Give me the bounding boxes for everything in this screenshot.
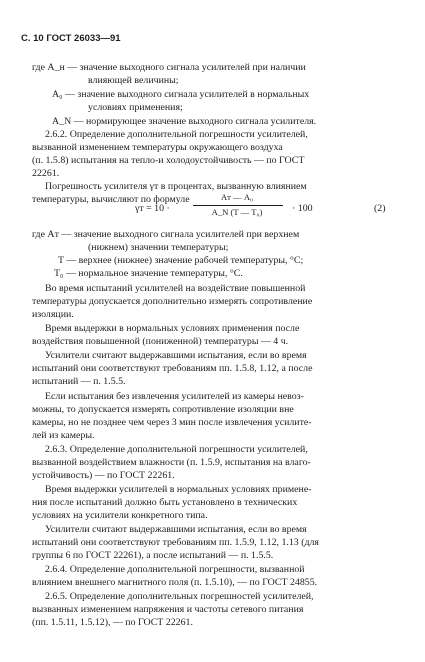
definition-line: (нижнем) значении температуры; xyxy=(88,242,229,253)
paragraph-line: испытаний — п. 1.5.5. xyxy=(32,376,126,387)
fraction-bar xyxy=(193,205,283,206)
paragraph-line: можны, то допускается измерять сопротивление изоляции вне xyxy=(32,404,294,415)
paragraph-line: Время выдержки в нормальных условиях применения после xyxy=(45,323,300,334)
paragraph-line: Погрешность усилителя γт в процентах, вызванную влиянием xyxy=(45,181,307,192)
formula-denominator: A_N (T — T₀) xyxy=(211,207,263,217)
paragraph-line: Усилители считают выдержавшими испытания, если во время xyxy=(45,524,307,535)
paragraph-line: 22261. xyxy=(32,168,60,179)
definition-line: T — верхнее (нижнее) значение рабочей температуры, °C; xyxy=(58,255,304,266)
definition-line: A_N — нормирующее значение выходного сигнала усилителя. xyxy=(52,116,317,127)
paragraph-line: 2.6.2. Определение дополнительной погрешности усилителей, xyxy=(45,129,308,140)
paragraph-line: воздействия повышенной (пониженной) температуры — 4 ч. xyxy=(32,336,289,347)
definition-line: T₀ — нормальное значение температуры, °C. xyxy=(54,268,243,279)
paragraph-line: условиях на усилители конкретного типа. xyxy=(32,510,208,521)
definition-line: влияющей величины; xyxy=(88,75,179,86)
paragraph-line: 2.6.5. Определение дополнительных погрешностей усилителей, xyxy=(45,591,314,602)
paragraph-line: камеры, но не позднее чем через 3 мин после извлечения усилите- xyxy=(32,417,312,428)
paragraph-line: 2.6.3. Определение дополнительной погрешности усилителей, xyxy=(45,444,308,455)
page-header: С. 10 ГОСТ 26033—91 xyxy=(21,33,121,44)
paragraph-line: изоляции. xyxy=(32,309,74,320)
paragraph-line: вызванных изменением напряжения и частоты сетевого питания xyxy=(32,604,304,615)
paragraph-line: группы 6 по ГОСТ 22261), а после испытаний — п. 1.5.5. xyxy=(32,550,274,561)
definition-line: где Aт — значение выходного сигнала усилителей при верхнем xyxy=(32,229,300,240)
paragraph-line: лей из камеры. xyxy=(32,430,95,441)
paragraph-line: (п. 1.5.8) испытания на тепло-и холодоустойчивость — по ГОСТ xyxy=(32,155,305,166)
paragraph-line: температуры допускается дополнительно измерять сопротивление xyxy=(32,296,313,307)
paragraph-line: вызванной воздействием влажности (п. 1.5.9, испытания на влаго- xyxy=(32,457,311,468)
paragraph-line: 2.6.4. Определение дополнительной погрешности, вызванной xyxy=(45,564,305,575)
paragraph-line: Если испытания без извлечения усилителей из камеры невоз- xyxy=(45,391,304,402)
formula-number: (2) xyxy=(374,203,386,214)
formula-fraction xyxy=(185,192,289,222)
paragraph-line: устойчивость) — по ГОСТ 22261. xyxy=(32,470,175,481)
paragraph-line: испытаний они соответствуют требованиям пп. 1.5.8, 1.12, а после xyxy=(32,363,313,374)
paragraph-line: влиянием внешнего магнитного поля (п. 1.5.10), — по ГОСТ 24855. xyxy=(32,577,318,588)
definition-line: A₀ — значение выходного сигнала усилителей в нормальных xyxy=(52,89,310,100)
formula-factor: · 100 xyxy=(292,203,313,214)
definition-line: где A_н — значение выходного сигнала усилителей при наличии xyxy=(32,62,306,73)
paragraph-line: (пп. 1.5.11, 1.5.12), — по ГОСТ 22261. xyxy=(32,617,193,628)
formula-numerator: Aт — A₀ xyxy=(220,192,254,202)
paragraph-line: Время выдержки усилителей в нормальных условиях примене- xyxy=(45,484,312,495)
paragraph-line: Во время испытаний усилителей на воздействие повышенной xyxy=(45,283,306,294)
paragraph-line: ния после испытаний должно быть установлено в технических xyxy=(32,497,298,508)
paragraph-line: испытаний они соответствуют требованиям пп. 1.5.9, 1.12, 1.13 (для xyxy=(32,537,319,548)
definition-line: условиях применения; xyxy=(88,102,183,113)
paragraph-line: температуры, вычисляют по формуле xyxy=(32,194,190,205)
paragraph-line: вызванной изменением температуры окружающего воздуха xyxy=(32,142,283,153)
paragraph-line: Усилители считают выдержавшими испытания, если во время xyxy=(45,350,307,361)
formula-lhs: γт = 10 · xyxy=(135,203,170,214)
